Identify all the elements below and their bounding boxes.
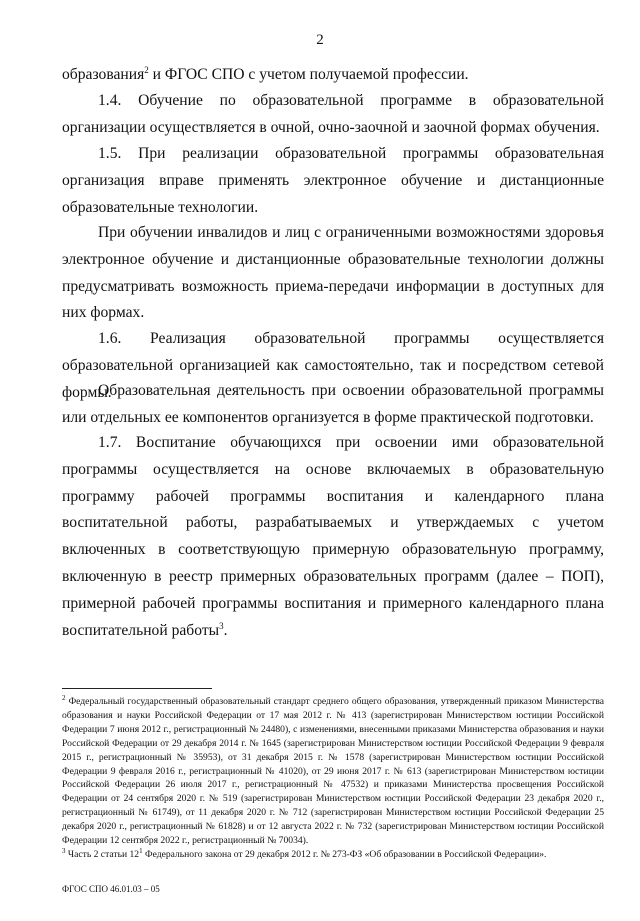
paragraph-text: образования bbox=[62, 66, 145, 83]
footnote-mark: 3 bbox=[62, 847, 66, 855]
paragraph-1-5: 1.5. При реализации образовательной программы образовательная организация вправе применять электронное обучение и дистанционные образовательные технологии. bbox=[62, 145, 604, 216]
footnote-text: Федеральный государственный образовательный стандарт среднего общего образования, утвержденный приказом Министерства образования и науки Российской Федерации от 17 мая 2012 г. № 413 (зарегистрирован Министерством юстиции Российской Федерации 7 июня 2012 г., регистрационный № 24480), с изменениями, внесенными приказами Министерства образования и науки Российской Федерации от 29 декабря 2014 г. № 1645 (зарегистрирован Министерством юстиции Российской Федерации 9 февраля 2015 г., регистрационный № 35953), от 31 декабря 2015 г. № 1578 (зарегистрирован Министерством юстиции Российской Федерации 9 февраля 2016 г., регистрационный № 41020), от 29 июня 2017 г. № 613 (зарегистрирован Министерством юстиции Российской Федерации 26 июля 2017 г., регистрационный № 47532) и приказами Министерства просвещения Российской Федерации от 24 сентября 2020 г. № 519 (зарегистрирован Министерством юстиции Российской Федерации 23 декабря 2020 г., регистрационный № 61749), от 11 декабря 2020 г. № 712 (зарегистрирован Министерством юстиции Российской Федерации 25 декабря 2020 г., регистрационный № 61828) и от 12 августа 2022 г. № 732 (зарегистрирован Министерством юстиции Российской Федерации 12 сентября 2022 г., регистрационный № 70034). bbox=[62, 696, 604, 847]
paragraph-text: 1.7. Воспитание обучающихся при освоении ими образовательной программы осуществляется на основе включаемых в образовательную программу рабочей программы воспитания и календарного плана воспитательной работы, разрабатываемых и утверждаемых с учетом включенных в соответствующую примерную образовательную программу, включенную в реестр примерных образовательных программ (далее – ПОП), примерной рабочей программы воспитания и примерного календарного плана воспитательной работы bbox=[62, 434, 604, 639]
paragraph-practical-training: Образовательная деятельность при освоении образовательной программы или отдельных ее компонентов организуется в форме практической подготовки. bbox=[62, 382, 604, 426]
footnote-ref-2: 2 bbox=[144, 65, 149, 75]
article-superscript: 1 bbox=[139, 847, 143, 855]
paragraph-1-7 bbox=[62, 430, 604, 644]
footnote-separator bbox=[62, 688, 212, 689]
paragraph-1-6: 1.6. Реализация образовательной программы осуществляется образовательной организацией как самостоятельно, так и посредством сетевой формы. bbox=[62, 330, 604, 401]
footnote-2 bbox=[62, 695, 604, 848]
footnote-mark: 2 bbox=[62, 694, 66, 702]
footnote-3 bbox=[62, 848, 604, 862]
footnote-text-tail: Федерального закона от 29 декабря 2012 г. № 273-ФЗ «Об образовании в Российской Федерации». bbox=[142, 849, 547, 860]
paragraph-disabled-persons: При обучении инвалидов и лиц с ограниченными возможностями здоровья электронное обучение и дистанционные образовательные технологии должны предусматривать возможность приема-передачи информации в доступных для них формах. bbox=[62, 224, 604, 322]
document-code: ФГОС СПО 46.01.03 – 05 bbox=[62, 884, 160, 894]
paragraph-text-tail: . bbox=[223, 621, 228, 639]
paragraph-text-tail: и ФГОС СПО с учетом получаемой профессии. bbox=[148, 66, 469, 83]
paragraph-continuation bbox=[62, 62, 604, 89]
footnote-ref-3: 3 bbox=[219, 620, 224, 631]
paragraph-1-4: 1.4. Обучение по образовательной программе в образовательной организации осуществляется в очной, очно-заочной и заочной формах обучения. bbox=[62, 92, 604, 136]
footnote-text: Часть 2 статьи 12 bbox=[65, 849, 140, 860]
page-number: 2 bbox=[316, 32, 324, 48]
